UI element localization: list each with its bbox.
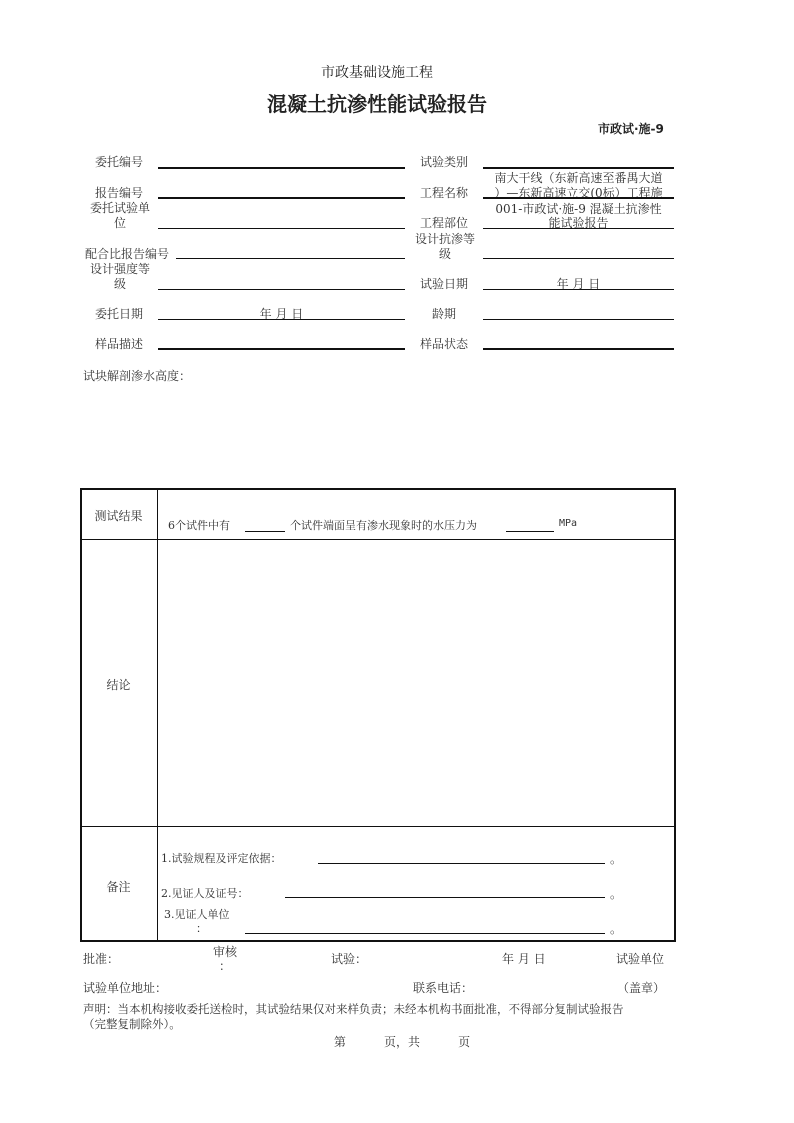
sample-desc-field[interactable] <box>158 348 405 350</box>
remark-3-period: 。 <box>610 922 623 936</box>
org-title: 市政基础设施工程 <box>321 65 433 81</box>
entrust-no-label: 委托编号 <box>95 155 144 169</box>
seal-label: （盖章） <box>617 981 666 995</box>
footer-date: 年 月 日 <box>502 952 546 966</box>
page-number: 第 页，共 页 <box>333 1035 471 1049</box>
sample-state-label: 样品状态 <box>420 337 469 351</box>
age-label: 龄期 <box>432 307 457 321</box>
design-impermeability-label-1: 设计抗渗等 <box>414 232 475 246</box>
project-part-value-1: 001-市政试·施-9 混凝土抗渗性 <box>495 202 662 216</box>
entrust-date-value: 年 月 日 <box>259 307 304 321</box>
project-part-value-2: 能试验报告 <box>548 216 609 230</box>
remarks-label: 备注 <box>106 880 131 894</box>
remark-3b: ： <box>196 922 207 935</box>
entrust-no-field[interactable] <box>158 167 405 169</box>
remark-2: 2.见证人及证号： <box>161 887 249 900</box>
result-label: 测试结果 <box>94 509 143 523</box>
test-unit-label: 试验单位 <box>616 952 665 966</box>
design-strength-label-2: 级 <box>113 277 126 291</box>
review-label-2: ： <box>218 959 231 973</box>
approve-label: 批准： <box>83 952 120 966</box>
sample-desc-label: 样品描述 <box>95 337 144 351</box>
test-date-field[interactable] <box>483 289 674 290</box>
age-field[interactable] <box>483 319 674 320</box>
statement-line-2: （完整复制除外）。 <box>83 1017 181 1031</box>
result-text-1: 6个试件中有 <box>168 519 230 532</box>
entrust-date-field[interactable] <box>158 319 405 320</box>
remark-1-field[interactable] <box>318 863 605 864</box>
project-part-label: 工程部位 <box>420 216 469 230</box>
sample-state-field[interactable] <box>483 348 674 350</box>
remark-2-period: 。 <box>610 887 623 901</box>
address-label: 试验单位地址： <box>83 981 168 995</box>
project-name-value-2: ）—东新高速立交(0标）工程施 <box>494 186 663 200</box>
entrust-unit-field[interactable] <box>158 228 405 229</box>
table-row-divider-2 <box>81 826 675 827</box>
entrust-unit-label-2: 位 <box>113 216 126 230</box>
conclusion-label: 结论 <box>106 678 131 692</box>
project-name-field[interactable] <box>483 197 674 199</box>
table-divider <box>157 489 158 941</box>
form-code: 市政试·施-9 <box>598 122 664 136</box>
remark-2-field[interactable] <box>285 897 605 898</box>
test-category-label: 试验类别 <box>420 155 469 169</box>
table-row-divider-1 <box>81 539 675 540</box>
entrust-date-label: 委托日期 <box>95 307 144 321</box>
project-name-value-1: 南大干线（东新高速至番禺大道 <box>494 171 663 185</box>
phone-label: 联系电话： <box>413 981 474 995</box>
statement-line-1: 声明：当本机构接收委托送检时，其试验结果仅对来样负责；未经本机构书面批准，不得部分复制试验报告 <box>83 1002 624 1016</box>
project-part-field[interactable] <box>483 228 674 229</box>
result-text-2: 个试件端面呈有渗水现象时的水压力为 <box>290 519 477 532</box>
report-no-field[interactable] <box>158 197 405 199</box>
conclusion-area[interactable] <box>159 541 674 825</box>
mix-report-no-label: 配合比报告编号 <box>85 247 170 261</box>
review-label-1: 审核 <box>212 945 237 959</box>
section-height-label: 试块解剖渗水高度： <box>83 369 192 383</box>
design-impermeability-label-2: 级 <box>438 247 451 261</box>
design-strength-field[interactable] <box>158 289 405 290</box>
design-strength-label-1: 设计强度等 <box>89 262 150 276</box>
remark-3a: 3.见证人单位 <box>164 908 230 921</box>
entrust-unit-label-1: 委托试验单 <box>89 201 150 215</box>
report-title: 混凝土抗渗性能试验报告 <box>267 92 487 116</box>
test-label: 试验： <box>331 952 368 966</box>
remark-1: 1.试验规程及评定依据： <box>161 852 282 865</box>
report-no-label: 报告编号 <box>95 186 144 200</box>
mix-report-no-field[interactable] <box>176 258 405 259</box>
result-unit: MPa <box>559 518 578 529</box>
project-name-label: 工程名称 <box>420 186 469 200</box>
result-count-field[interactable] <box>245 531 285 532</box>
remark-1-period: 。 <box>610 852 623 866</box>
test-date-value: 年 月 日 <box>556 277 601 291</box>
design-impermeability-field[interactable] <box>483 258 674 259</box>
test-date-label: 试验日期 <box>420 277 469 291</box>
result-pressure-field[interactable] <box>506 531 554 532</box>
remark-3-field[interactable] <box>245 933 605 934</box>
